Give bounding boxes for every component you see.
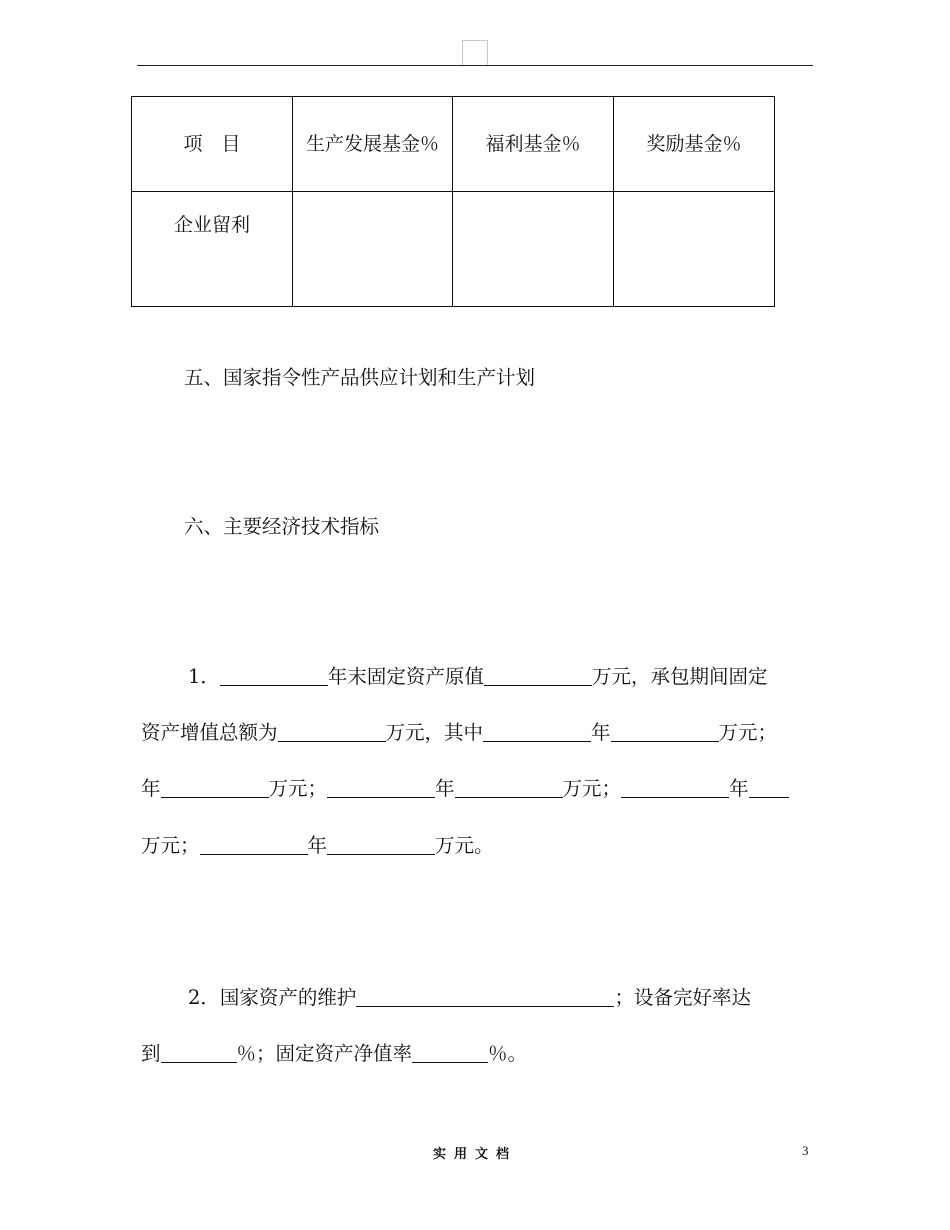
blank-field[interactable]: [200, 832, 308, 855]
section-five-heading: 五、国家指令性产品供应计划和生产计划: [184, 366, 536, 389]
table-header-row: [132, 97, 775, 192]
header-cell-development-fund: 生产发展基金％: [293, 97, 453, 192]
table-cell[interactable]: [614, 192, 775, 307]
item1-text: 万元；: [268, 777, 328, 800]
item2-line1: [188, 982, 860, 1010]
item1-text: 万元，承包期间固定: [591, 665, 768, 688]
footer-title: 实用文档: [432, 1147, 517, 1162]
blank-field[interactable]: [327, 832, 435, 855]
blank-field[interactable]: [412, 1040, 488, 1063]
item2-text: ％；固定资产净值率: [236, 1042, 413, 1065]
item1-text: 年: [141, 777, 161, 800]
item2-text: ％。: [488, 1042, 528, 1065]
blank-field[interactable]: [484, 663, 592, 686]
item2-text: 国家资产的维护: [219, 986, 357, 1009]
item1-text: 资产增值总额为: [141, 721, 278, 744]
header-box: [462, 40, 488, 65]
table-row: [132, 192, 775, 307]
table-cell[interactable]: [293, 192, 453, 307]
item2-number: 2．: [188, 986, 220, 1009]
item1-text: 万元；: [562, 777, 622, 800]
item1-text: 年: [307, 834, 328, 857]
row-label-retained-profit: 企业留利: [132, 192, 293, 307]
blank-field[interactable]: [749, 775, 789, 798]
item1-number: 1．: [188, 665, 220, 688]
item1-line4: [141, 830, 813, 858]
blank-field[interactable]: [621, 775, 729, 798]
blank-field[interactable]: [356, 984, 614, 1007]
item1-text: 万元。: [435, 834, 494, 857]
blank-field[interactable]: [161, 775, 269, 798]
header-cell-bonus-fund: 奖励基金％: [614, 97, 775, 192]
header-cell-item: 项 目: [132, 97, 293, 192]
item1-text: 年末固定资产原值: [327, 665, 484, 688]
page-number: 3: [802, 1143, 809, 1158]
fund-allocation-table: [131, 96, 775, 307]
item2-line2: [141, 1038, 813, 1066]
item1-text: 万元；: [718, 721, 778, 744]
blank-field[interactable]: [220, 663, 328, 686]
table-cell[interactable]: [453, 192, 614, 307]
blank-field[interactable]: [278, 719, 386, 742]
item1-text: 年: [591, 721, 611, 744]
item1-text: 年: [435, 777, 455, 800]
item1-line3: [141, 773, 813, 801]
item1-text: 万元；: [141, 834, 200, 857]
section-six-heading: 六、主要经济技术指标: [184, 515, 380, 538]
blank-field[interactable]: [327, 775, 435, 798]
item1-text: 年: [729, 777, 749, 800]
header-rule: [137, 65, 813, 66]
blank-field[interactable]: [161, 1040, 237, 1063]
blank-field[interactable]: [455, 775, 563, 798]
item2-text: ；设备完好率达: [614, 986, 751, 1009]
item1-line1: [188, 661, 860, 689]
item1-line2: [141, 717, 813, 745]
item2-text: 到: [141, 1042, 161, 1065]
blank-field[interactable]: [611, 719, 719, 742]
header-cell-welfare-fund: 福利基金％: [453, 97, 614, 192]
item1-text: 万元，其中: [385, 721, 484, 744]
blank-field[interactable]: [483, 719, 591, 742]
